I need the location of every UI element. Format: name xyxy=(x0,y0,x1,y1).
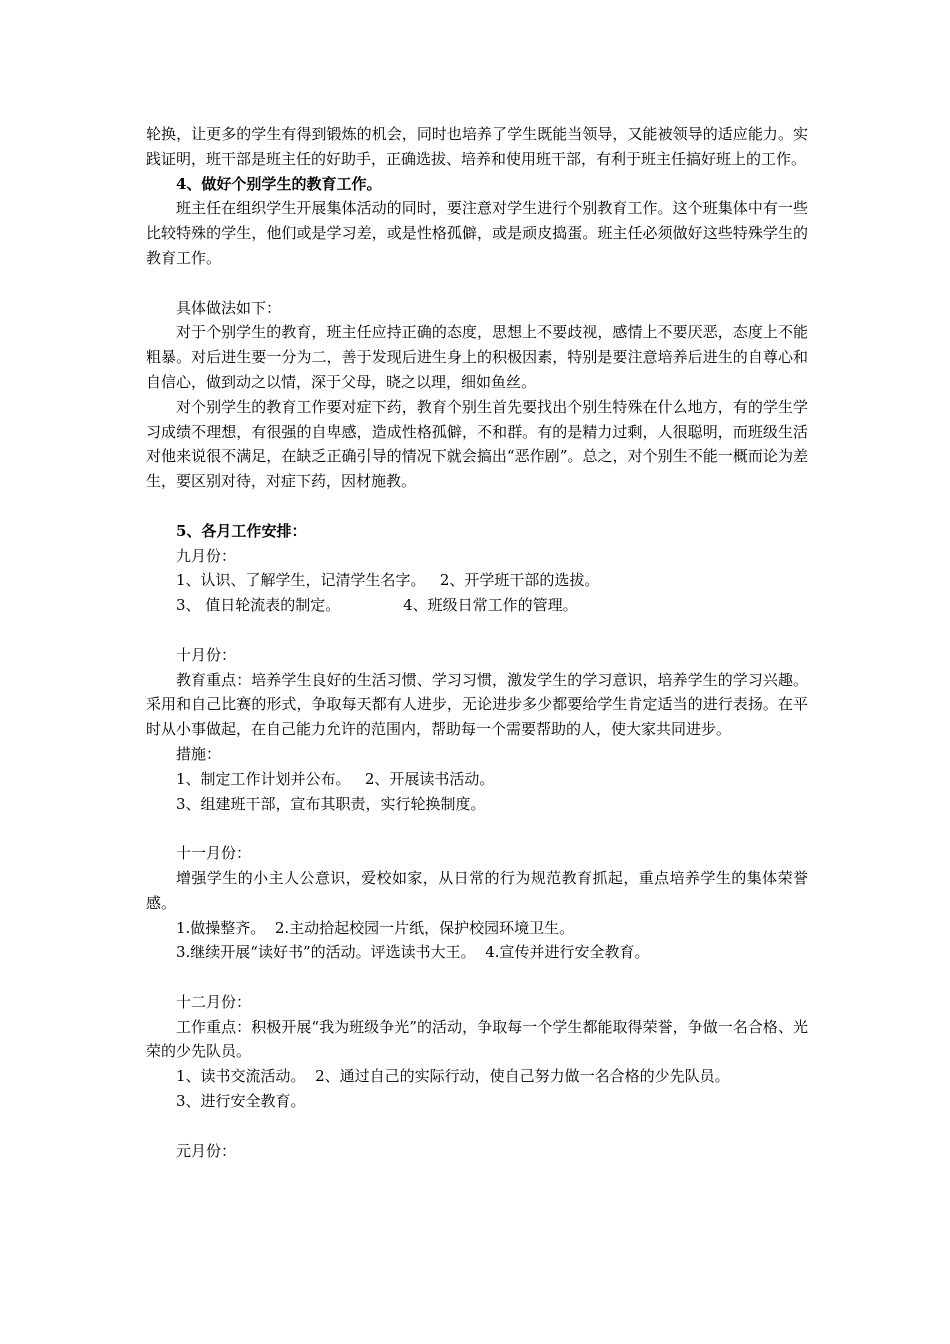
december-item-2: 2、通过自己的实际行动，使自己努力做一名合格的少先队员。 xyxy=(315,1067,730,1086)
september-item-1: 1、认识、了解学生，记清学生名字。 xyxy=(176,571,426,590)
september-item-2: 2、开学班干部的选拔。 xyxy=(439,571,600,590)
november-item-4: 4.宣传并进行安全教育。 xyxy=(485,943,650,962)
september-items-row-1 xyxy=(146,568,808,593)
blank-line xyxy=(146,1114,808,1139)
blank-line xyxy=(146,494,808,519)
section4-paragraph-1: 班主任在组织学生开展集体活动的同时，要注意对学生进行个别教育工作。这个班集体中有一些比较特殊的学生，他们或是学习差，或是性格孤僻，或是顽皮捣蛋。班主任必须做好这些特殊学生的教育工作。 xyxy=(146,199,808,267)
blank-line xyxy=(146,618,808,643)
september-item-4: 4、班级日常工作的管理。 xyxy=(403,596,578,615)
october-focus: 教育重点：培养学生良好的生活习惯、学习习惯，激发学生的学习意识，培养学生的学习兴趣。采用和自己比赛的形式，争取每天都有人进步，无论进步多少都要给学生肯定适当的进行表扬。在平时从小事做起，在自己能力允许的范围内，帮助每一个需要帮助的人，使大家共同进步。 xyxy=(146,670,808,739)
section5-heading: 5、各月工作安排： xyxy=(176,521,307,540)
october-item-1: 1、制定工作计划并公布。 xyxy=(176,769,351,788)
blank-line xyxy=(146,271,808,296)
november-label: 十一月份： xyxy=(176,844,252,863)
methods-label: 具体做法如下： xyxy=(176,298,282,317)
intro-continuation: 轮换，让更多的学生有得到锻炼的机会，同时也培养了学生既能当领导，又能被领导的适应能力。实践证明，班干部是班主任的好助手，正确选拔、培养和使用班干部，有利于班主任搞好班上的工作。 xyxy=(146,125,808,168)
section4-paragraph-3: 对个别学生的教育工作要对症下药，教育个别生首先要找出个别生特殊在什么地方，有的学生学习成绩不理想，有很强的自卑感，造成性格孤僻，不和群。有的是精力过剩，人很聪明，而班级生活对他来说很不满足，在缺乏正确引导的情况下就会搞出“恶作剧”。总之，对个别生不能一概而论为差生，要区别对待，对症下药，因材施教。 xyxy=(146,397,808,491)
october-item-2: 2、开展读书活动。 xyxy=(364,769,495,788)
blank-line xyxy=(146,816,808,841)
document-page xyxy=(146,122,808,1163)
december-items-row-1 xyxy=(146,1064,808,1089)
november-focus: 增强学生的小主人公意识，爱校如家，从日常的行为规范教育抓起，重点培养学生的集体荣誉感。 xyxy=(146,868,808,912)
january-label: 元月份： xyxy=(176,1141,237,1160)
november-items-row-2 xyxy=(146,940,808,965)
september-label: 九月份： xyxy=(176,546,237,565)
september-items-row-2 xyxy=(146,593,808,618)
october-items-row-1 xyxy=(146,767,808,792)
december-label: 十二月份： xyxy=(176,992,252,1011)
november-item-2: 2.主动拾起校园一片纸，保护校园环境卫生。 xyxy=(274,918,575,937)
december-focus: 工作重点：积极开展“我为班级争光”的活动，争取每一个学生都能取得荣誉，争做一名合格、光荣的少先队员。 xyxy=(146,1017,808,1061)
section4-paragraph-2: 对于个别学生的教育，班主任应持正确的态度，思想上不要歧视，感情上不要厌恶，态度上不能粗暴。对后进生要一分为二，善于发现后进生身上的积极因素，特别是要注意培养后进生的自尊心和自信心，做到动之以情，深于父母，晓之以理，细如鱼丝。 xyxy=(146,323,808,391)
december-item-3: 3、进行安全教育。 xyxy=(176,1092,306,1111)
october-measures-label: 措施： xyxy=(176,744,222,763)
october-item-3: 3、组建班干部，宣布其职责，实行轮换制度。 xyxy=(176,794,486,813)
november-item-3: 3.继续开展“读好书”的活动。评选读书大王。 xyxy=(176,943,476,962)
november-item-1: 1.做操整齐。 xyxy=(176,918,266,937)
section4-heading: 4、做好个别学生的教育工作。 xyxy=(176,174,382,193)
december-item-1: 1、读书交流活动。 xyxy=(176,1067,306,1086)
november-items-row-1 xyxy=(146,916,808,941)
blank-line xyxy=(146,965,808,990)
september-item-3: 3、 值日轮流表的制定。 xyxy=(176,596,341,615)
october-label: 十月份： xyxy=(176,645,237,664)
